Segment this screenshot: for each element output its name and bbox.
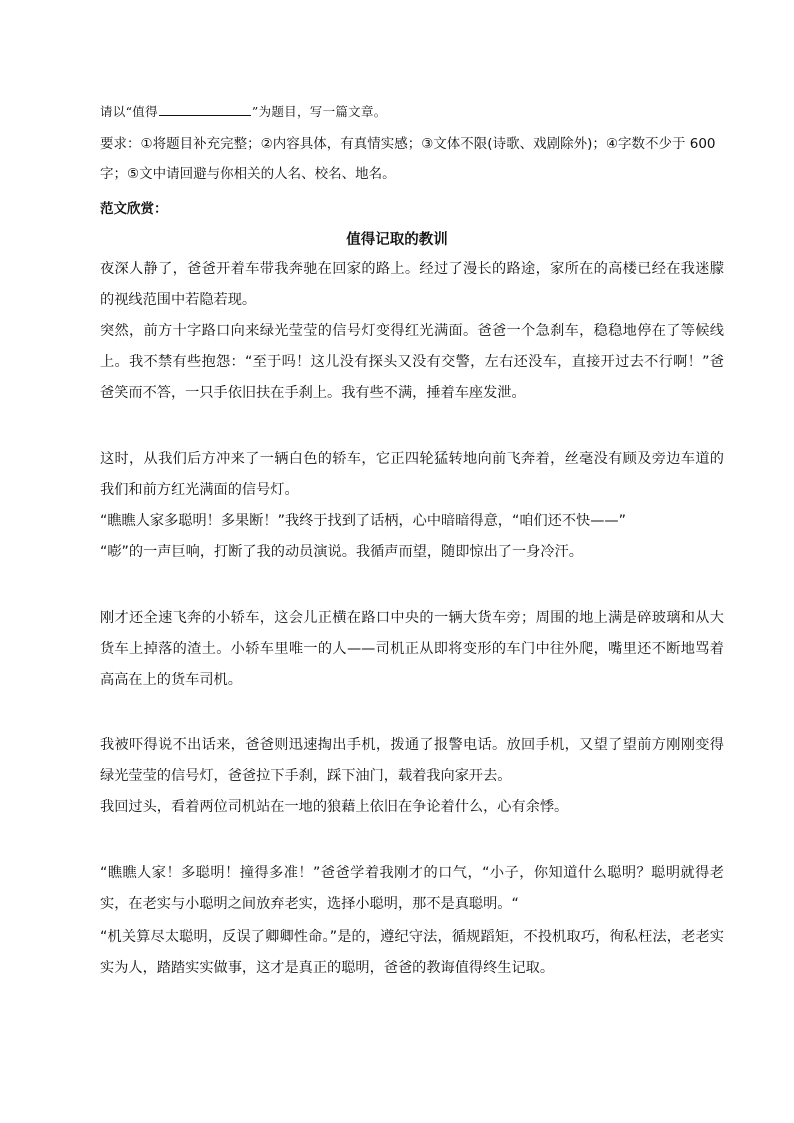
essay-paragraph: 刚才还全速飞奔的小轿车，这会儿正横在路口中央的一辆大货车旁；周围的地上满是碎玻璃和从大货车上掉落的渣土。小轿车里唯一的人——司机正从即将变形的车门中往外爬，嘴里还不断地骂着高高在上的货车司机。: [100, 610, 724, 688]
writing-prompt: [100, 102, 387, 120]
essay-paragraph: 夜深人静了，爸爸开着车带我奔驰在回家的路上。经过了漫长的路途，家所在的高楼已经在我迷朦的视线范围中若隐若现。: [100, 261, 724, 308]
essay-paragraph: 这时，从我们后方冲来了一辆白色的轿车，它正四轮猛转地向前飞奔着，丝毫没有顾及旁边车道的我们和前方红光满面的信号灯。: [100, 451, 724, 498]
section-label: 范文欣赏：: [100, 201, 168, 217]
essay-paragraph: 我被吓得说不出话来，爸爸则迅速掏出手机，拨通了报警电话。放回手机，又望了望前方刚刚变得绿光莹莹的信号灯，爸爸拉下手刹，踩下油门，载着我向家开去。: [100, 737, 724, 784]
requirements-line-2: 字；⑤文中请回避与你相关的人名、校名、地名。: [100, 166, 396, 182]
title-blank: [159, 104, 251, 116]
essay-paragraph: 突然，前方十字路口向来绿光莹莹的信号灯变得红光满面。爸爸一个急刹车，稳稳地停在了等候线上。我不禁有些抱怨：“至于吗！这儿没有探头又没有交警，左右还没车，直接开过去不行啊！”爸爸笑而不答，一只手依旧扶在手刹上。我有些不满，捶着车座发泄。: [100, 323, 724, 401]
essay-paragraph: “瞧瞧人家多聪明！多果断！”我终于找到了话柄，心中暗暗得意，“咱们还不快——”: [100, 513, 626, 529]
essay-paragraph: “嘭”的一声巨响，打断了我的动员演说。我循声而望，随即惊出了一身冷汗。: [100, 544, 583, 560]
essay-title: 值得记取的教训: [346, 232, 448, 248]
prompt-text-before: 请以“值得: [100, 104, 158, 119]
essay-paragraph: 我回过头，看着两位司机站在一地的狼藉上依旧在争论着什么，心有余悸。: [100, 799, 569, 815]
prompt-text-after: ”为题目，写一篇文章。: [251, 104, 387, 119]
essay-paragraph: “瞧瞧人家！多聪明！撞得多准！”爸爸学着我刚才的口气，“小子，你知道什么聪明？聪明就得老实，在老实与小聪明之间放弃老实，选择小聪明，那不是真聪明。“: [100, 865, 724, 912]
essay-paragraph: “机关算尽太聪明，反误了卿卿性命。”是的，遵纪守法，循规蹈矩，不投机取巧，徇私枉法，老老实实为人，踏踏实实做事，这才是真正的聪明，爸爸的教诲值得终生记取。: [100, 929, 724, 976]
requirements-line-1: 要求：①将题目补充完整；②内容具体，有真情实感；③文体不限(诗歌、戏剧除外)；④字数不少于 600: [100, 136, 716, 152]
